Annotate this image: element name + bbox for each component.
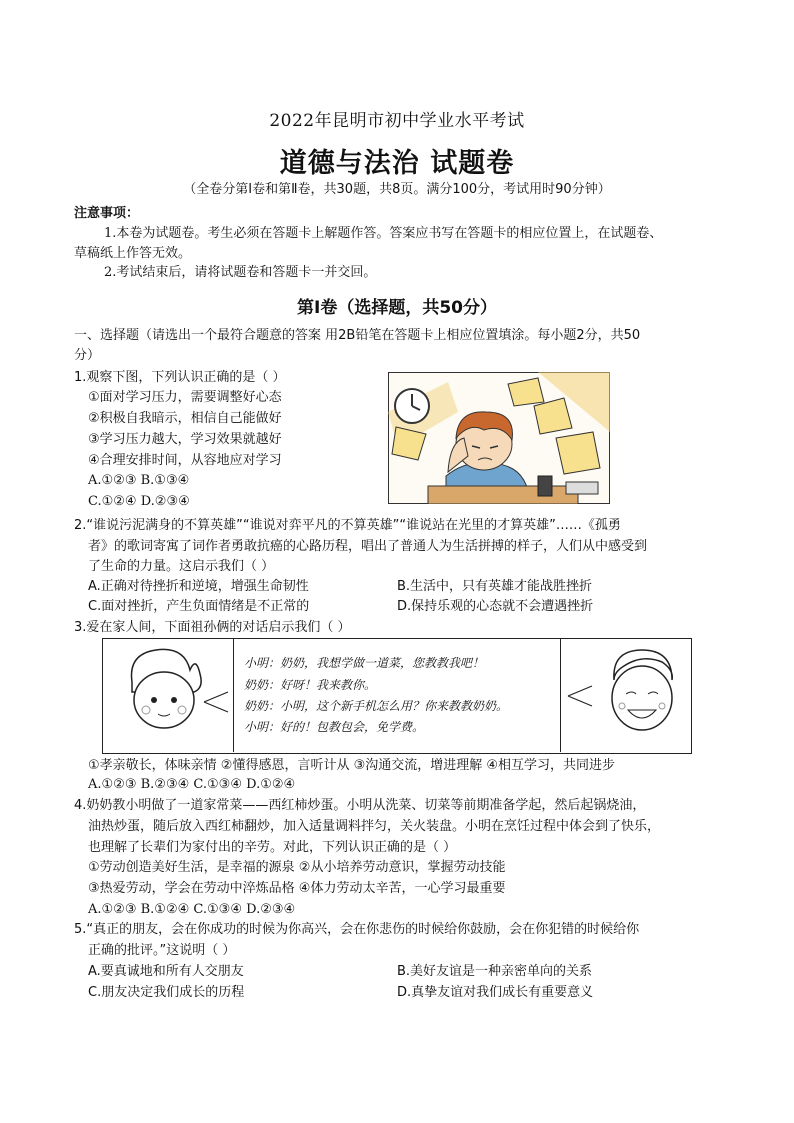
q1-item: ②积极自我暗示，相信自己能做好 [88, 411, 282, 426]
q2-stem-line3: 了生命的力量。这启示我们（ ） [88, 559, 275, 574]
q4-stem-line3: 也理解了长辈们为家付出的辛劳。对此，下列认识正确的是（ ） [88, 840, 457, 855]
q5-option-c: C.朋友决定我们成长的历程 [88, 985, 245, 1000]
q1-options-ab: A.①②③ B.①③④ [88, 473, 190, 488]
stressed-student-cartoon [388, 372, 610, 504]
q2-option-b: B.生活中，只有英雄才能战胜挫折 [397, 579, 593, 594]
q3-items: ①孝亲敬长，体味亲情 ②懂得感恩，言听计从 ③沟通交流，增进理解 ④相互学习，共同进步 [88, 758, 616, 773]
q5-option-a: A.要真诚地和所有人交朋友 [88, 964, 244, 979]
divider [233, 638, 235, 752]
q3-dialog-line: 小明：奶奶，我想学做一道菜，您教教我吧！ [244, 656, 485, 670]
q2-stem-line2: 者》的歌词寄寓了词作者勇敢抗癌的心路历程，唱出了普通人为生活拼搏的样子，人们从中感受到 [88, 539, 648, 554]
q2-option-c: C.面对挫折，产生负面情绪是不正常的 [88, 599, 310, 614]
exam-subject-title: 道德与法治 试题卷 [279, 148, 515, 179]
clock-icon [395, 389, 429, 423]
q4-items-2: ③热爱劳动，学会在劳动中淬炼品格 ④体力劳动太辛苦，一心学习最重要 [88, 881, 506, 896]
section-intro-b: 分） [74, 348, 101, 363]
q1-stem: 1.观察下图，下列认识正确的是（ ） [74, 370, 286, 385]
q3-options: A.①②③ B.②③④ C.①③④ D.①②④ [88, 777, 296, 792]
q1-item: ④合理安排时间，从容地应对学习 [88, 453, 282, 468]
q2-option-d: D.保持乐观的心态就不会遭遇挫折 [397, 599, 594, 614]
q2-option-a: A.正确对待挫折和逆境，增强生命韧性 [88, 579, 309, 594]
q3-stem: 3.爱在家人间，下面祖孙俩的对话启示我们（ ） [74, 620, 351, 635]
q5-option-b: B.美好友谊是一种亲密单向的关系 [397, 964, 593, 979]
exam-subtitle: （全卷分第Ⅰ卷和第Ⅱ卷，共30题，共8页。满分100分，考试用时90分钟） [183, 182, 611, 197]
q5-option-d: D.真挚友谊对我们成长有重要意义 [397, 985, 594, 1000]
q4-items-1: ①劳动创造美好生活，是幸福的源泉 ②从小培养劳动意识，掌握劳动技能 [88, 860, 506, 875]
q1-item: ①面对学习压力，需要调整好心态 [88, 390, 282, 405]
exam-title: 2022年昆明市初中学业水平考试 [269, 111, 525, 131]
q4-stem-line2: 油热炒蛋，随后放入西红柿翻炒，加入适量调料拌匀，关火装盘。小明在烹饪过程中体会到了快乐， [88, 819, 661, 834]
grandma-icon [562, 640, 688, 750]
note-1b: 草稿纸上作答无效。 [74, 246, 192, 261]
section-title: 第Ⅰ卷（选择题，共50分） [297, 298, 497, 318]
q4-stem-line1: 4.奶奶教小明做了一道家常菜——西红柿炒蛋。小明从洗菜、切菜等前期准备学起，然后起锅烧油， [74, 798, 646, 813]
note-2: 2.考试结束后，请将试题卷和答题卡一并交回。 [104, 265, 377, 280]
q3-dialog-line: 奶奶：小明，这个新手机怎么用？你来教教奶奶。 [244, 699, 509, 713]
note-1a: 1.本卷为试题卷。考生必须在答题卡上解题作答。答案应书写在答题卡的相应位置上，在试题卷、 [104, 226, 663, 241]
q2-stem-line1: 2.“谁说污泥满身的不算英雄”“谁说对弈平凡的不算英雄”“谁说站在光里的才算英雄”……《孤勇 [74, 518, 621, 533]
notes-label: 注意事项： [74, 206, 140, 221]
q1-options-cd: C.①②④ D.②③④ [88, 494, 190, 509]
boy-xiaoming-icon [104, 640, 232, 750]
q5-stem-line2: 正确的批评。”这说明（ ） [88, 943, 236, 958]
q3-dialog-line: 奶奶：好呀！我来教你。 [244, 678, 377, 692]
q3-dialog-line: 小明：好的！包教包会，免学费。 [244, 720, 425, 734]
q1-item: ③学习压力越大，学习效果就越好 [88, 432, 282, 447]
q4-options: A.①②③ B.①②④ C.①③④ D.②③④ [88, 902, 296, 917]
q5-stem-line1: 5.“真正的朋友，会在你成功的时候为你高兴，会在你悲伤的时候给你鼓励，会在你犯错的时候给你 [74, 922, 640, 937]
section-intro-a: 一、选择题（请选出一个最符合题意的答案 用2B铅笔在答题卡上相应位置填涂。每小题2分，共50 [74, 328, 641, 343]
